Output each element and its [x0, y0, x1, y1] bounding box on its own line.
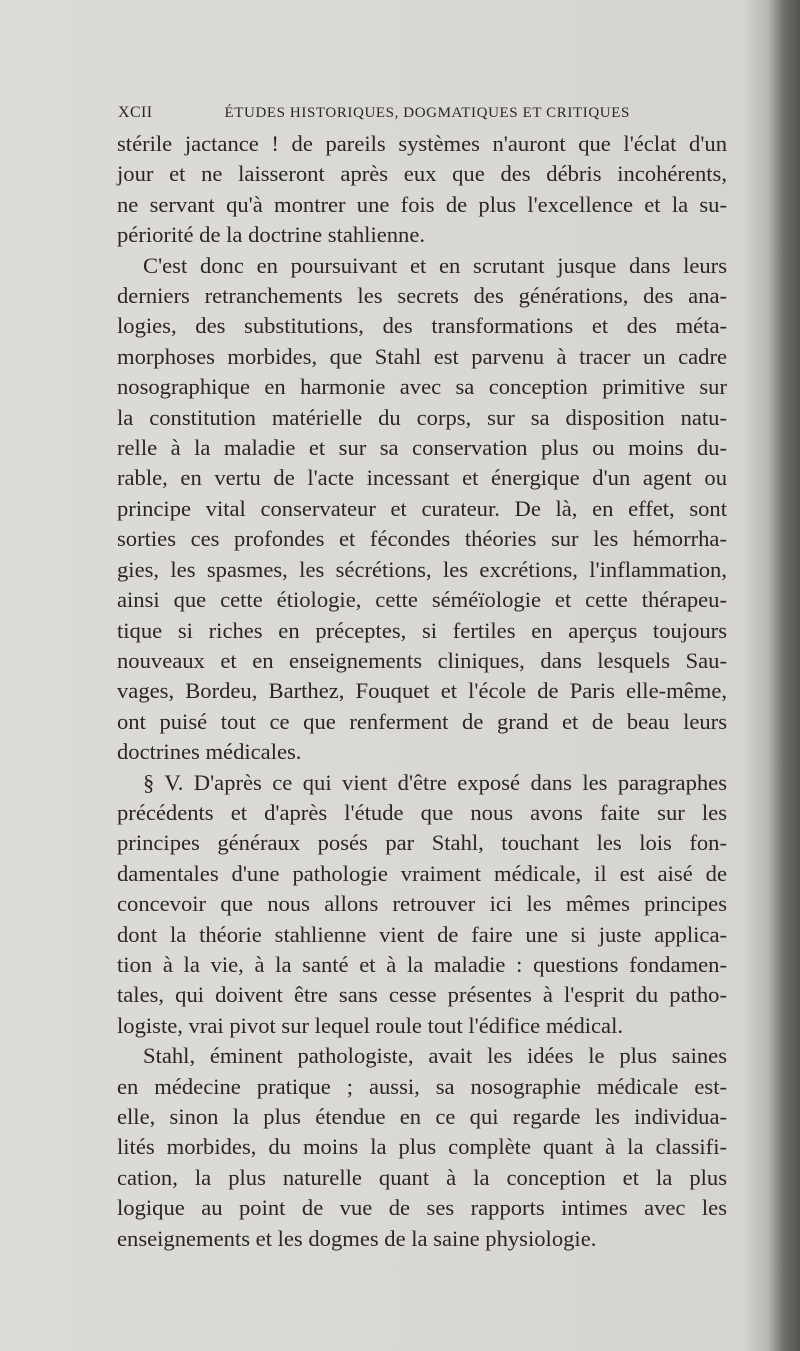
text-line: damentales d'une pathologie vraiment médicale, il est aisé de [117, 860, 727, 886]
text-line: vages, Bordeu, Barthez, Fouquet et l'école de Paris elle-même, [117, 678, 727, 704]
text-line: logique au point de vue de ses rapports intimes avec les [117, 1195, 727, 1221]
text-line: jour et ne laisseront après eux que des débris incohérents, [117, 161, 727, 187]
text-line: lités morbides, du moins la plus complète quant à la classifi- [117, 1134, 727, 1160]
text-line: tales, qui doivent être sans cesse présentes à l'esprit du patho- [117, 982, 727, 1008]
text-line: principes généraux posés par Stahl, touchant les lois fon- [117, 830, 727, 856]
text-line: ne servant qu'à montrer une fois de plus l'excellence et la su- [117, 191, 727, 217]
text-line: enseignements et les dogmes de la saine physiologie. [117, 1225, 597, 1251]
text-line: logiste, vrai pivot sur lequel roule tout l'édifice médical. [117, 1012, 624, 1038]
text-line: principe vital conservateur et curateur. De là, en effet, sont [117, 495, 727, 521]
text-line: la constitution matérielle du corps, sur sa disposition natu- [117, 404, 727, 430]
text-line: périorité de la doctrine stahlienne. [117, 222, 426, 248]
text-line: cation, la plus naturelle quant à la conception et la plus [117, 1164, 727, 1190]
text-line: ainsi que cette étiologie, cette séméïologie et cette thérapeu- [117, 587, 727, 613]
running-header [118, 104, 728, 122]
text-line: elle, sinon la plus étendue en ce qui regarde les individua- [117, 1104, 727, 1129]
text-line: nouveaux et en enseignements cliniques, dans lesquels Sau- [117, 647, 727, 673]
text-line: tion à la vie, à la santé et à la maladie : questions fondamen- [117, 951, 727, 977]
text-line: relle à la maladie et sur sa conservation plus ou moins du- [117, 435, 727, 461]
running-title: ÉTUDES HISTORIQUES, DOGMATIQUES ET CRITIQUES [224, 105, 630, 121]
text-line: logies, des substitutions, des transformations et des méta- [117, 313, 727, 339]
text-line: morphoses morbides, que Stahl est parvenu à tracer un cadre [117, 343, 727, 369]
text-line: nosographique en harmonie avec sa conception primitive sur [117, 374, 727, 400]
text-line: doctrines médicales. [117, 739, 302, 765]
text-line: précédents et d'après l'étude que nous avons faite sur les [117, 799, 727, 825]
text-line: Stahl, éminent pathologiste, avait les idées le plus saines [143, 1043, 727, 1069]
text-line: ont puisé tout ce que renferment de grand et de beau leurs [117, 708, 727, 734]
text-line: tique si riches en préceptes, si fertiles en aperçus toujours [117, 617, 727, 643]
text-line: en médecine pratique ; aussi, sa nosographie médicale est- [117, 1073, 727, 1099]
text-line: C'est donc en poursuivant et en scrutant jusque dans leurs [143, 252, 727, 278]
page-number: XCII [118, 104, 153, 121]
body-text [117, 129, 727, 1254]
text-line: § V. D'après ce qui vient d'être exposé dans les paragraphes [143, 769, 727, 795]
text-line: stérile jactance ! de pareils systèmes n'auront que l'éclat d'un [117, 131, 727, 156]
text-line: rable, en vertu de l'acte incessant et énergique d'un agent ou [117, 465, 727, 491]
text-line: dont la théorie stahlienne vient de faire une si juste applica- [117, 921, 727, 947]
text-line: gies, les spasmes, les sécrétions, les excrétions, l'inflammation, [117, 556, 727, 582]
text-line: concevoir que nous allons retrouver ici les mêmes principes [117, 891, 727, 917]
text-line: sorties ces profondes et fécondes théories sur les hémorrha- [117, 526, 727, 552]
text-line: derniers retranchements les secrets des générations, des ana- [117, 283, 727, 309]
